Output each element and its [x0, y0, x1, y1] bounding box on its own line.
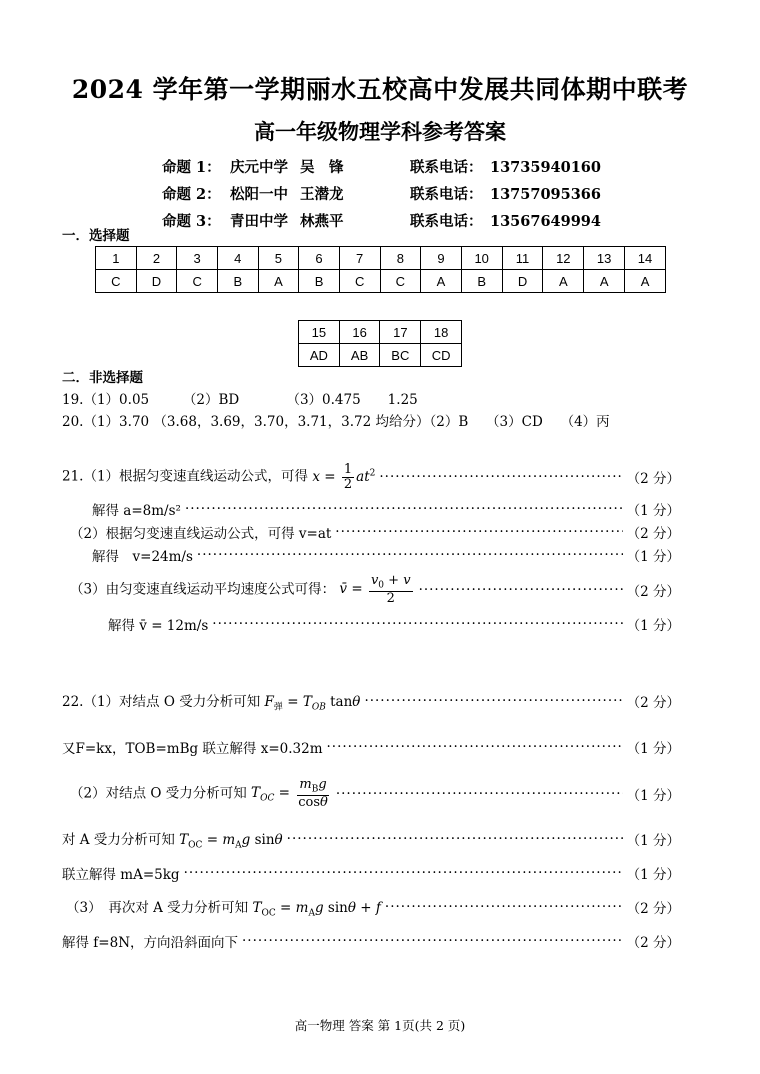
q22-line-3 [70, 776, 680, 812]
question-number-cell: 12 [543, 247, 584, 270]
score: （1 分） [626, 867, 680, 883]
question-number-cell: 9 [421, 247, 462, 270]
phone-number: 13757095366 [490, 186, 601, 203]
answer-cell: C [380, 270, 421, 293]
question-number-cell: 11 [502, 247, 543, 270]
question-number-cell: 18 [421, 321, 462, 344]
q21-line-1 [62, 462, 680, 492]
score: （1 分） [626, 788, 680, 804]
section-heading-nonchoice: 二．非选择题 [62, 370, 143, 386]
question-number-cell: 1 [96, 247, 137, 270]
author-label: 命题 3： [162, 213, 221, 230]
score: （2 分） [626, 584, 680, 600]
q22-text: 对 A 受力分析可知 [62, 831, 175, 848]
q22-line-7 [62, 930, 680, 952]
phone-label: 联系电话： [410, 159, 483, 176]
q22-formula-4: $T_{OC} = m_Ag$ sinθ + f [252, 899, 381, 919]
q21-text: 解得 v=24m/s [92, 549, 193, 565]
phone-label: 联系电话： [410, 186, 483, 203]
question-number-row [96, 247, 666, 270]
score: （1 分） [626, 833, 680, 849]
answer-cell: B [299, 270, 340, 293]
q22-line-4 [62, 828, 680, 850]
answer-cell: A [584, 270, 625, 293]
phone-label: 联系电话： [410, 213, 483, 230]
author-list [162, 154, 601, 235]
score: （2 分） [626, 935, 680, 951]
question-number-cell: 7 [339, 247, 380, 270]
q20-answer: 20.（1）3.70 （3.68，3.69，3.70，3.71，3.72 均给分）（2）B （3）CD （4）丙 [62, 414, 610, 430]
question-number-cell: 17 [380, 321, 421, 344]
q22-formula-3: $T_{OC} = m_Ag$ sinθ [179, 831, 283, 851]
q22-text: 解得 f=8N，方向沿斜面向下 [62, 935, 239, 951]
score: （1 分） [626, 741, 680, 757]
answer-cell: C [339, 270, 380, 293]
score: （2 分） [626, 471, 680, 487]
q22-text: 22.（1）对结点 O 受力分析可知 [62, 693, 261, 710]
score: （2 分） [626, 695, 680, 711]
q22-line-2 [62, 736, 680, 758]
score: （1 分） [626, 618, 680, 634]
answer-row [299, 344, 462, 367]
q21-text: 解得 v̄ = 12m/s [108, 618, 209, 634]
author-school: 青田中学 [230, 213, 288, 230]
q21-text: （2）根据匀变速直线运动公式，可得 v=at [70, 526, 332, 542]
author-row [162, 181, 601, 208]
answer-cell: AD [299, 344, 340, 367]
question-number-cell: 2 [136, 247, 177, 270]
page-subtitle: 高一年级物理学科参考答案 [254, 119, 506, 144]
q22-text: （2）对结点 O 受力分析可知 [70, 785, 247, 802]
question-number-cell: 4 [217, 247, 258, 270]
question-number-cell: 15 [299, 321, 340, 344]
question-number-cell: 6 [299, 247, 340, 270]
author-school: 庆元中学 [230, 159, 288, 176]
answer-cell: BC [380, 344, 421, 367]
q21-line-3 [70, 521, 680, 543]
question-number-row [299, 321, 462, 344]
answer-cell: A [421, 270, 462, 293]
answer-cell: A [258, 270, 299, 293]
q22-line-1 [62, 690, 680, 712]
q21-text: 解得 a=8m/s² [92, 503, 181, 519]
q22-text: 联立解得 mA=5kg [62, 867, 180, 883]
answer-cell: D [136, 270, 177, 293]
answer-cell: C [96, 270, 137, 293]
q22-text: 又F=kx，TOB=mBg 联立解得 x=0.32m [62, 741, 323, 757]
phone-number: 13567649994 [490, 213, 601, 230]
answer-cell: A [543, 270, 584, 293]
q22-formula-2: $T_{OC}$ = $\frac{m_Bg}{\cos\theta}$ [251, 777, 328, 811]
score: （2 分） [626, 526, 680, 542]
question-number-cell: 16 [339, 321, 380, 344]
question-number-cell: 5 [258, 247, 299, 270]
q21-formula-1: x = $\frac{1}{2}$ $at^2$ [312, 461, 376, 492]
answer-cell: AB [339, 344, 380, 367]
author-name: 吴 锋 [300, 159, 344, 176]
author-row [162, 154, 601, 181]
question-number-cell: 8 [380, 247, 421, 270]
q19-answer: 19.（1）0.05 （2）BD （3）0.475 1.25 [62, 392, 418, 408]
score: （1 分） [626, 503, 680, 519]
page-title: 2024 学年第一学期丽水五校高中发展共同体期中联考 [71, 75, 689, 104]
q21-line-5 [70, 574, 680, 606]
q21-text: 21.（1）根据匀变速直线运动公式，可得 [62, 468, 309, 485]
q21-text: （3）由匀变速直线运动平均速度公式可得： [70, 581, 336, 598]
q21-line-4 [92, 544, 680, 566]
q22-line-6 [66, 896, 680, 918]
page-footer: 高一物理 答案 第 1页(共 2 页) [294, 1018, 466, 1033]
author-school: 松阳一中 [230, 186, 288, 203]
question-number-cell: 13 [584, 247, 625, 270]
author-name: 林燕平 [300, 213, 344, 230]
phone-number: 13735940160 [490, 159, 601, 176]
question-number-cell: 14 [625, 247, 666, 270]
q21-line-2 [92, 498, 680, 520]
q22-text: （3） 再次对 A 受力分析可知 [66, 899, 249, 916]
score: （1 分） [626, 549, 680, 565]
q21-line-6 [108, 613, 680, 635]
score: （2 分） [626, 901, 680, 917]
q21-formula-2: v̄ = $\frac{v_0 + v}{2}$ [339, 573, 411, 607]
multi-choice-answer-table [298, 320, 462, 367]
author-label: 命题 2： [162, 186, 221, 203]
question-number-cell: 3 [177, 247, 218, 270]
answer-cell: B [461, 270, 502, 293]
q22-formula-1: $F_弹 = T_{OB}$ tanθ [264, 693, 361, 713]
question-number-cell: 10 [461, 247, 502, 270]
answer-cell: D [502, 270, 543, 293]
q22-line-5 [62, 862, 680, 884]
answer-cell: C [177, 270, 218, 293]
answer-row [96, 270, 666, 293]
author-row [162, 208, 601, 235]
author-name: 王潜龙 [300, 186, 344, 203]
answer-cell: A [625, 270, 666, 293]
choice-answer-table [95, 246, 666, 293]
section-heading-choice: 一．选择题 [62, 228, 130, 244]
answer-cell: B [217, 270, 258, 293]
answer-cell: CD [421, 344, 462, 367]
author-label: 命题 1： [162, 159, 221, 176]
